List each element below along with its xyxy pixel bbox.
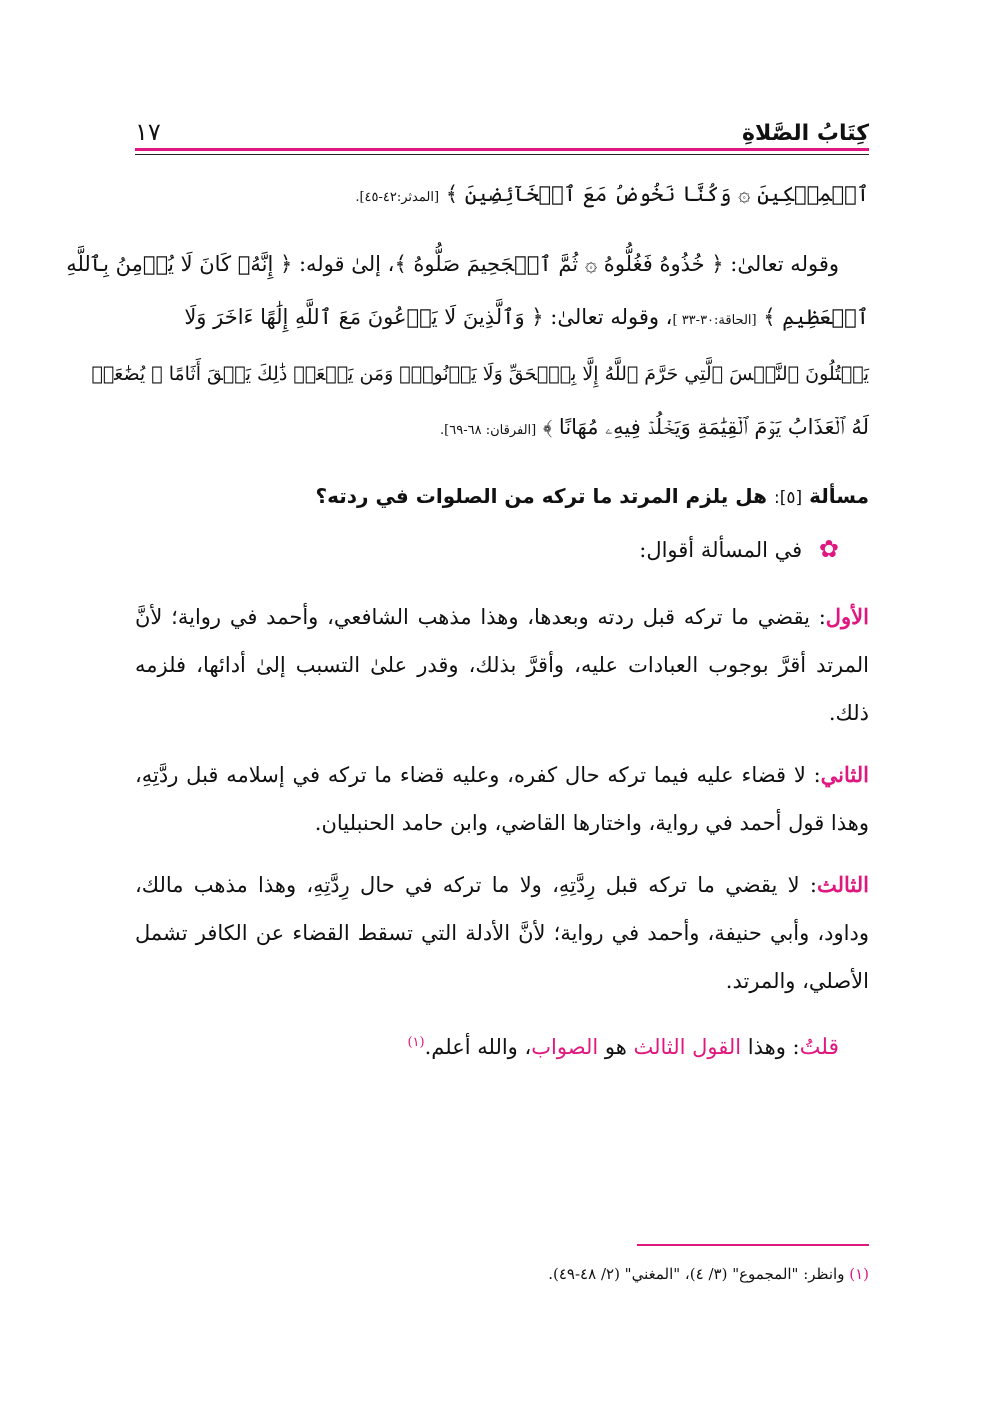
opinion-3 [135, 861, 869, 1005]
verse-text: ﴿ خُذُوهُ فَغُلُّوهُ ۞ ثُمَّ ٱلۡجَحِيمَ صَلُّوهُ ﴾ [394, 252, 724, 276]
question-heading [135, 471, 869, 523]
page-body [66, 168, 869, 1072]
intro-text: في المسألة أقوال: [639, 538, 803, 562]
conclusion-highlight: القول الثالث [633, 1035, 742, 1059]
footnote-rule [637, 1244, 869, 1246]
opinion-2 [135, 751, 869, 847]
verse-line-1 [135, 168, 869, 224]
conclusion-text: هو [598, 1035, 634, 1059]
verse-reference: [الحاقة:٣٠-٣٣ ] [672, 313, 757, 328]
question-text: هل يلزم المرتد ما تركه من الصلوات في ردته؟ [315, 484, 768, 508]
footnote [135, 1262, 869, 1286]
verse-text: ﴿ إِنَّهُۥ كَانَ لَا يُؤۡمِنُ بِٱللَّهِ [66, 252, 293, 276]
conclusion-text: : وهذا [741, 1035, 800, 1059]
opinion-text: : لا يقضي ما تركه قبل رِدَّتِهِ، ولا ما تركه في حال رِدَّتِهِ، وهذا مذهب مالك، وداود، وأبي حنيفة، وأحمد في رواية؛ لأنَّ الأدلة التي تسقط القضاء عن الكافر تشمل الأصلي، والمرتد. [135, 873, 869, 993]
conclusion-lead: قلتُ [799, 1035, 839, 1060]
opinion-label: الأول [825, 604, 869, 629]
footnote-text: وانظر: "المجموع" (٣/ ٤)، "المغني" (٢/ ٤٨-٤٩). [548, 1265, 850, 1283]
verse-line-4 [91, 347, 869, 401]
rosette-icon: ✿ [818, 535, 839, 563]
footnote-reference[interactable]: (١) [407, 1035, 425, 1050]
verse-intro: وقوله تعالىٰ: [730, 252, 839, 276]
verse-text: ٱلۡمِسۡكِينَ ۞ وَكُنَّا نَخُوضُ مَعَ ٱلۡخَآئِضِينَ ﴾ [445, 182, 869, 206]
verse-line-3 [135, 291, 869, 347]
verse-connector: ، إلىٰ قوله: [298, 252, 395, 276]
opinions-intro [135, 523, 869, 577]
verse-line-2 [66, 238, 869, 291]
verse-text: ٱلۡعَظِيمِ ﴾ [763, 305, 869, 329]
verse-reference: [الفرقان: ٦٨-٦٩]. [440, 423, 537, 438]
verse-text: ﴿ وَٱلَّذِينَ لَا يَدۡعُونَ مَعَ ٱللَّهِ إِلَٰهًا ءَاخَرَ وَلَا [184, 305, 544, 329]
conclusion-text: ، والله أعلم. [424, 1035, 532, 1059]
conclusion-highlight: الصواب [531, 1035, 599, 1059]
opinion-text: : لا قضاء عليه فيما تركه حال كفره، وعليه قضاء ما تركه في إسلامه قبل ردَّتِهِ، وهذا قول أحمد في رواية، واختارها القاضي، وابن حامد الحنبليان. [135, 763, 869, 835]
verses-paragraph [66, 238, 869, 457]
opinion-label: الثالث [817, 872, 869, 897]
verse-text: يَقۡتُلُونَ ٱلنَّفۡسَ ٱلَّتِي حَرَّمَ ٱللَّهُ إِلَّا بِٱلۡحَقِّ وَلَا يَزۡنُونَۚ وَمَن يَفۡعَلۡ ذَٰلِكَ يَلۡقَ أَثَامًا ۞ يُضَٰعَفۡ [91, 363, 869, 385]
book-title: كِتَابُ الصَّلاةِ [742, 121, 869, 146]
verse-intro: ، وقوله تعالىٰ: [550, 305, 673, 329]
opinion-label: الثاني [820, 762, 869, 787]
verse-line-5 [135, 401, 869, 457]
verse-reference: [المدثر:٤٢-٤٥]. [355, 190, 440, 205]
question-number: [٥]: [773, 488, 803, 508]
question-label: مسألة [809, 484, 869, 508]
header-rule-thin [135, 154, 869, 155]
conclusion [135, 1019, 869, 1072]
opinion-1 [135, 593, 869, 737]
verse-text: لَهُ ٱلۡعَذَابُ يَوۡمَ ٱلۡقِيَٰمَةِ وَيَخۡلُدۡ فِيهِۦ مُهَانًا ﴾ [542, 415, 869, 439]
footnote-mark: (١) [849, 1265, 869, 1283]
running-header [135, 106, 869, 146]
opinion-text: : يقضي ما تركه قبل ردته وبعدها، وهذا مذهب الشافعي، وأحمد في رواية؛ لأنَّ المرتد أقرَّ بوجوب العبادات عليه، وأقرَّ بذلك، وقدر علىٰ التسبب إلىٰ أدائها، فلزمه ذلك. [135, 605, 869, 725]
page-number: ١٧ [135, 118, 161, 146]
header-rule-thick [135, 148, 869, 151]
